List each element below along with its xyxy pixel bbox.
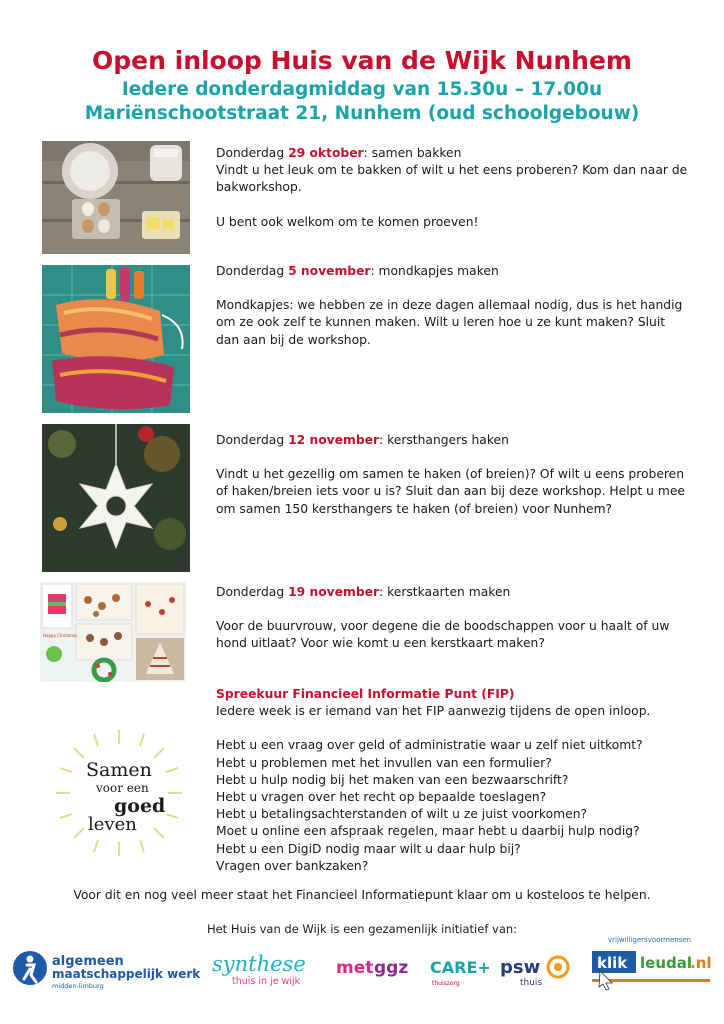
fip-question: Hebt u hulp nodig bij het maken van een bezwaarschrift?	[216, 772, 569, 787]
christmas-cards-photo	[40, 582, 186, 682]
page-title: Open inloop Huis van de Wijk Nunhem	[92, 46, 632, 75]
svg-text:thuis in je wijk: thuis in je wijk	[232, 976, 301, 987]
care-logo	[430, 958, 491, 987]
svg-text:CARE+: CARE+	[430, 958, 491, 977]
event-date: 29 oktober	[288, 146, 364, 160]
svg-text:met: met	[336, 958, 374, 978]
svg-text:maatschappelijk werk: maatschappelijk werk	[52, 967, 201, 981]
crochet-snowflake-photo	[42, 424, 190, 572]
svg-text:ggz: ggz	[374, 958, 409, 978]
svg-text:klik: klik	[597, 954, 628, 972]
event-description: Mondkapjes: we hebben ze in deze dagen allemaal nodig, dus is het handig om ze ook zelf te kunnen maken. Wilt u leren hoe u ze kunt maken? Sluit dan aan bij de workshop.	[216, 298, 683, 347]
partner-logos	[0, 935, 724, 1010]
schedule-line: Iedere donderdagmiddag van 15.30u – 17.00u	[121, 79, 603, 100]
svg-text:.nl: .nl	[690, 954, 712, 972]
baking-photo	[42, 141, 190, 254]
fip-intro: Iedere week is er iemand van het FIP aanwezig tijdens de open inloop.	[216, 704, 651, 719]
fip-question: Hebt u een vraag over geld of administratie waar u zelf niet uitkomt?	[216, 738, 643, 753]
event-1: Donderdag 29 oktober: samen bakken Vindt u het leuk om te bakken of wilt u het eens proberen? Kom dan naar de bakworkshop. U bent ook welkom om te komen proeven!	[216, 145, 691, 231]
svg-text:leudal: leudal	[640, 954, 692, 972]
fip-question: Hebt u problemen met het invullen van een formulier?	[216, 755, 552, 770]
event-date: 5 november	[288, 264, 371, 278]
event-description: Voor de buurvrouw, voor degene die de boodschappen voor u haalt of uw hond uitlaat? Voor wie komt u een kerstkaart maken?	[216, 619, 670, 651]
svg-text:leven: leven	[88, 814, 137, 835]
event-description: Vindt u het leuk om te bakken of wilt u het eens proberen? Kom dan naar de bakworkshop.	[216, 163, 688, 195]
event-3: Donderdag 12 november: kersthangers haken Vindt u het gezellig om samen te haken (of breien)? Of wilt u eens proberen of haken/breien iets voor u is? Sluit dan aan bij deze workshop. Helpt u mee om samen 150 kersthangers te haken (of breien) voor Nunhem?	[216, 432, 691, 518]
fip-heading: Spreekuur Financieel Informatie Punt (FIP)	[216, 687, 515, 701]
event-4: Donderdag 19 november: kerstkaarten maken Voor de buurvrouw, voor degene die de boodschappen voor u haalt of uw hond uitlaat? Voor wie komt u een kerstkaart maken?	[216, 584, 691, 653]
psw-logo	[500, 957, 568, 988]
fip-question: Moet u online een afspraak regelen, maar hebt u daarbij hulp nodig?	[216, 824, 640, 839]
svg-text:synthese: synthese	[212, 952, 306, 976]
svg-text:algemeen: algemeen	[52, 954, 124, 969]
partners-intro: Het Huis van de Wijk is een gezamenlijk initiatief van:	[206, 922, 518, 936]
synthese-logo	[212, 952, 306, 987]
metggz-logo	[336, 958, 408, 978]
header	[0, 44, 724, 126]
address-line: Mariënschootstraat 21, Nunhem (oud schoolgebouw)	[84, 103, 640, 124]
svg-text:psw: psw	[500, 957, 541, 978]
card-greeting: Happy Christmas	[43, 633, 78, 638]
samen-goed-leven-logo	[54, 728, 184, 858]
fip-section	[216, 686, 691, 875]
fip-question: Hebt u een DigiD nodig maar wilt u daar hulp bij?	[216, 841, 521, 856]
closing-text: Voor dit en nog veel meer staat het Financieel Informatiepunt klaar om u kosteloos te helpen.	[73, 888, 651, 902]
svg-text:vrijwilligersvoormensen: vrijwilligersvoormensen	[608, 936, 692, 944]
svg-text:Samen: Samen	[86, 759, 152, 781]
event-date: 12 november	[288, 433, 380, 447]
event-2: Donderdag 5 november: mondkapjes maken Mondkapjes: we hebben ze in deze dagen allemaal nodig, dus is het handig om ze ook zelf te kunnen maken. Wilt u leren hoe u ze kunt maken? Sluit dan aan bij de workshop.	[216, 263, 691, 349]
event-date: 19 november	[288, 585, 380, 599]
svg-text:goed: goed	[114, 795, 166, 817]
amw-logo	[13, 951, 201, 990]
face-masks-photo	[42, 265, 190, 413]
svg-text:thuis: thuis	[520, 978, 543, 988]
event-description: Vindt u het gezellig om samen te haken (of breien)? Of wilt u eens proberen of haken/breien iets voor u is? Sluit dan aan bij deze workshop. Helpt u mee om samen 150 kersthangers te haken (of breien) voor Nunhem?	[216, 467, 685, 516]
svg-text:midden-limburg: midden-limburg	[52, 982, 104, 990]
event-note: U bent ook welkom om te komen proeven!	[216, 214, 479, 229]
svg-text:thuiszorg: thuiszorg	[432, 980, 460, 987]
fip-question: Hebt u vragen over het recht op bepaalde toeslagen?	[216, 790, 547, 805]
fip-question: Hebt u betalingsachterstanden of wilt u ze juist voorkomen?	[216, 807, 588, 822]
klikleudal-logo	[592, 936, 712, 990]
fip-question: Vragen over bankzaken?	[216, 858, 369, 873]
svg-text:voor een: voor een	[96, 781, 149, 795]
